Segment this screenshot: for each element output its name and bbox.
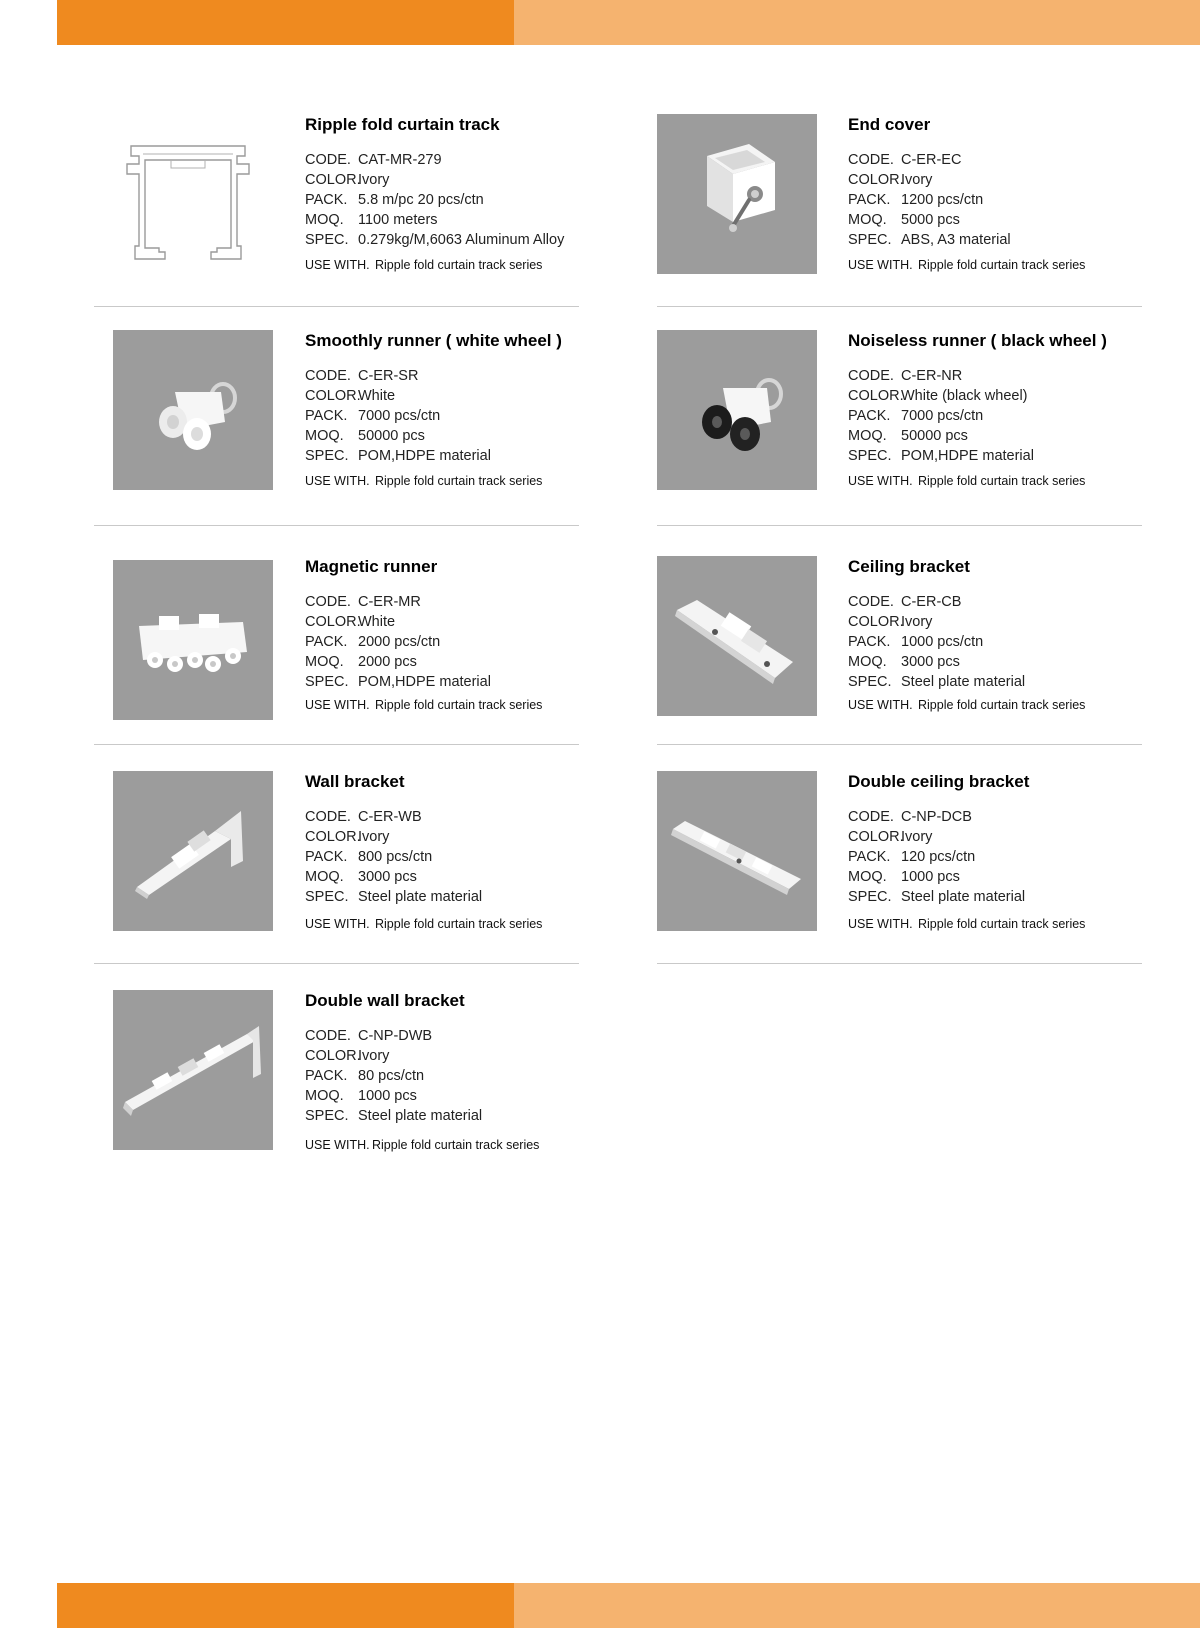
moq-label: MOQ. <box>848 869 887 885</box>
moq-label: MOQ. <box>305 212 344 228</box>
bottom-band-light <box>514 1583 1200 1628</box>
black-runner-icon <box>657 330 817 490</box>
use-with-value: Ripple fold curtain track series <box>372 1138 540 1152</box>
spec-label: SPEC. <box>848 674 892 690</box>
use-with <box>848 917 1085 931</box>
pack-label: PACK. <box>305 634 348 650</box>
spec-label: SPEC. <box>305 232 349 248</box>
spec-value: Steel plate material <box>901 889 1026 905</box>
top-color-band <box>57 0 1200 45</box>
product-specs <box>848 807 1025 907</box>
product-title: Magnetic runner <box>305 557 438 576</box>
spec-value: 0.279kg/M,6063 Aluminum Alloy <box>358 232 565 248</box>
code-label: CODE. <box>305 1028 351 1044</box>
bottom-band-dark <box>57 1583 514 1628</box>
color-label: COLOR. <box>848 829 904 845</box>
code-value: C-ER-CB <box>901 594 962 610</box>
spec-label: SPEC. <box>305 448 349 464</box>
moq-label: MOQ. <box>848 212 887 228</box>
pack-value: 7000 pcs/ctn <box>901 408 984 424</box>
use-with <box>305 474 542 488</box>
divider <box>94 525 579 526</box>
pack-value: 1200 pcs/ctn <box>901 192 984 208</box>
pack-label: PACK. <box>848 408 891 424</box>
spec-label: SPEC. <box>848 889 892 905</box>
color-value: Ivory <box>358 1048 390 1064</box>
product-specs <box>305 592 491 692</box>
pack-label: PACK. <box>305 1068 348 1084</box>
moq-label: MOQ. <box>305 869 344 885</box>
code-label: CODE. <box>305 594 351 610</box>
use-with <box>305 917 542 931</box>
use-with-label: USE WITH. <box>305 1138 370 1152</box>
use-with-label: USE WITH. <box>305 698 370 712</box>
pack-label: PACK. <box>305 849 348 865</box>
pack-label: PACK. <box>305 192 348 208</box>
pack-value: 120 pcs/ctn <box>901 849 976 865</box>
pack-label: PACK. <box>848 192 891 208</box>
divider <box>94 744 579 745</box>
moq-value: 2000 pcs <box>358 654 417 670</box>
code-label: CODE. <box>848 594 894 610</box>
bottom-color-band <box>57 1583 1200 1628</box>
use-with <box>305 1138 539 1152</box>
color-value: White <box>358 614 396 630</box>
double-wall-bracket-icon <box>113 990 273 1150</box>
moq-value: 3000 pcs <box>358 869 417 885</box>
use-with-label: USE WITH. <box>305 474 370 488</box>
product-title: Ceiling bracket <box>848 557 970 576</box>
spec-label: SPEC. <box>305 674 349 690</box>
divider <box>657 525 1142 526</box>
use-with-value: Ripple fold curtain track series <box>375 474 543 488</box>
white-runner-icon <box>113 330 273 490</box>
divider <box>94 306 579 307</box>
top-band-dark <box>57 0 514 45</box>
moq-label: MOQ. <box>848 428 887 444</box>
product-specs <box>848 366 1034 466</box>
ceiling-bracket-icon <box>657 556 817 716</box>
use-with <box>848 698 1085 712</box>
moq-value: 50000 pcs <box>901 428 968 444</box>
end-cover-icon <box>657 114 817 274</box>
color-label: COLOR. <box>305 1048 361 1064</box>
color-value: White (black wheel) <box>901 388 1028 404</box>
pack-value: 80 pcs/ctn <box>358 1068 425 1084</box>
color-label: COLOR. <box>305 829 361 845</box>
track-profile-icon <box>113 114 273 274</box>
use-with-value: Ripple fold curtain track series <box>918 258 1086 272</box>
use-with-value: Ripple fold curtain track series <box>918 474 1086 488</box>
product-title: Double wall bracket <box>305 991 465 1010</box>
divider <box>657 306 1142 307</box>
color-label: COLOR. <box>848 388 904 404</box>
code-value: C-ER-MR <box>358 594 421 610</box>
code-value: C-ER-SR <box>358 368 419 384</box>
spec-value: ABS, A3 material <box>901 232 1011 248</box>
code-label: CODE. <box>848 152 894 168</box>
use-with-label: USE WITH. <box>848 258 913 272</box>
moq-value: 1100 meters <box>358 212 438 228</box>
color-value: Ivory <box>358 829 390 845</box>
use-with-value: Ripple fold curtain track series <box>375 917 543 931</box>
code-value: C-ER-WB <box>358 809 422 825</box>
product-specs <box>848 592 1025 692</box>
code-value: C-NP-DWB <box>358 1028 433 1044</box>
magnetic-runner-icon <box>113 560 273 720</box>
pack-value: 2000 pcs/ctn <box>358 634 441 650</box>
color-label: COLOR. <box>305 172 361 188</box>
color-label: COLOR. <box>305 614 361 630</box>
use-with <box>305 258 542 272</box>
use-with <box>848 474 1085 488</box>
divider <box>657 963 1142 964</box>
pack-value: 7000 pcs/ctn <box>358 408 441 424</box>
use-with <box>305 698 542 712</box>
code-label: CODE. <box>305 809 351 825</box>
use-with-label: USE WITH. <box>305 258 370 272</box>
moq-value: 1000 pcs <box>901 869 960 885</box>
pack-value: 5.8 m/pc 20 pcs/ctn <box>358 192 484 208</box>
moq-value: 3000 pcs <box>901 654 960 670</box>
code-label: CODE. <box>848 368 894 384</box>
spec-label: SPEC. <box>305 889 349 905</box>
double-ceiling-bracket-icon <box>657 771 817 931</box>
use-with-label: USE WITH. <box>305 917 370 931</box>
spec-label: SPEC. <box>848 448 892 464</box>
spec-value: Steel plate material <box>358 1108 483 1124</box>
product-title: Wall bracket <box>305 772 405 791</box>
pack-label: PACK. <box>848 634 891 650</box>
color-label: COLOR. <box>848 172 904 188</box>
code-value: C-ER-NR <box>901 368 963 384</box>
pack-label: PACK. <box>305 408 348 424</box>
pack-label: PACK. <box>848 849 891 865</box>
spec-value: Steel plate material <box>901 674 1026 690</box>
spec-value: POM,HDPE material <box>901 448 1034 464</box>
product-specs <box>305 807 482 907</box>
product-specs <box>305 366 491 466</box>
color-value: Ivory <box>901 614 933 630</box>
spec-label: SPEC. <box>305 1108 349 1124</box>
moq-label: MOQ. <box>305 654 344 670</box>
product-title: Noiseless runner ( black wheel ) <box>848 331 1107 350</box>
pack-value: 800 pcs/ctn <box>358 849 433 865</box>
code-label: CODE. <box>305 368 351 384</box>
code-label: CODE. <box>848 809 894 825</box>
color-value: Ivory <box>901 829 933 845</box>
divider <box>657 744 1142 745</box>
color-value: Ivory <box>358 172 390 188</box>
spec-value: POM,HDPE material <box>358 448 491 464</box>
color-value: White <box>358 388 396 404</box>
use-with-value: Ripple fold curtain track series <box>918 917 1086 931</box>
product-title: Smoothly runner ( white wheel ) <box>305 331 562 350</box>
moq-value: 1000 pcs <box>358 1088 417 1104</box>
use-with-value: Ripple fold curtain track series <box>375 258 543 272</box>
product-specs <box>305 1026 482 1126</box>
wall-bracket-icon <box>113 771 273 931</box>
product-title: Ripple fold curtain track <box>305 115 500 134</box>
use-with-value: Ripple fold curtain track series <box>918 698 1086 712</box>
color-label: COLOR. <box>848 614 904 630</box>
divider <box>94 963 579 964</box>
use-with-value: Ripple fold curtain track series <box>375 698 543 712</box>
color-label: COLOR. <box>305 388 361 404</box>
moq-value: 50000 pcs <box>358 428 425 444</box>
pack-value: 1000 pcs/ctn <box>901 634 984 650</box>
spec-value: POM,HDPE material <box>358 674 491 690</box>
product-specs <box>848 150 1011 250</box>
use-with-label: USE WITH. <box>848 474 913 488</box>
moq-value: 5000 pcs <box>901 212 960 228</box>
spec-value: Steel plate material <box>358 889 483 905</box>
top-band-light <box>514 0 1200 45</box>
product-specs <box>305 150 564 250</box>
moq-label: MOQ. <box>848 654 887 670</box>
use-with-label: USE WITH. <box>848 917 913 931</box>
spec-label: SPEC. <box>848 232 892 248</box>
product-title: End cover <box>848 115 931 134</box>
moq-label: MOQ. <box>305 1088 344 1104</box>
code-label: CODE. <box>305 152 351 168</box>
color-value: Ivory <box>901 172 933 188</box>
product-title: Double ceiling bracket <box>848 772 1030 791</box>
moq-label: MOQ. <box>305 428 344 444</box>
code-value: C-NP-DCB <box>901 809 972 825</box>
use-with-label: USE WITH. <box>848 698 913 712</box>
code-value: CAT-MR-279 <box>358 152 442 168</box>
use-with <box>848 258 1085 272</box>
code-value: C-ER-EC <box>901 152 962 168</box>
